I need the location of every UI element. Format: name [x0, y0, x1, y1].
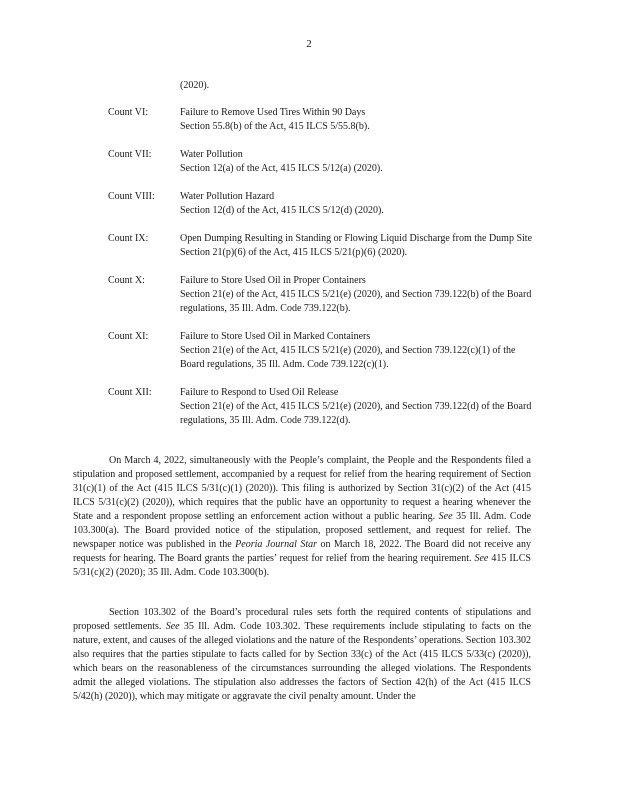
count-label: Count VIII:: [108, 191, 155, 202]
count-title: Failure to Store Used Oil in Proper Containers: [180, 275, 366, 286]
count-item: [108, 386, 538, 428]
count-body: [180, 386, 538, 428]
stipulation-requirements-paragraph: [73, 606, 531, 704]
count-body: [180, 274, 538, 316]
count-body: [180, 106, 538, 134]
paragraph-text: on March 18, 2022. The Board did not receive any requests for hearing. The Board grants the parties’ request for relief from the hearing requirement.: [73, 539, 531, 564]
paragraph-text: On March 4, 2022, simultaneously with the People’s complaint, the People and the Respondents filed a stipulation and proposed settlement, accompanied by a request for relief from the hearing requirement of Section 31(c)(1) of the Act (415 ILCS 5/31(c)(1) (2020)). This filing is authorized by Section 31(c)(2) of the Act (415 ILCS 5/31(c)(2) (2020)), which requires that the public have an opportunity to request a hearing whenever the State and a respondent propose settling an enforcement action without a public hearing.: [73, 455, 531, 522]
count-item: [108, 190, 538, 218]
count-item: [108, 106, 538, 134]
count-citation: Section 55.8(b) of the Act, 415 ILCS 5/55.8(b).: [180, 121, 370, 132]
count-citation: Section 12(d) of the Act, 415 ILCS 5/12(d) (2020).: [180, 205, 384, 216]
count-title: Failure to Respond to Used Oil Release: [180, 387, 339, 398]
count-label: Count XII:: [108, 387, 152, 398]
continuation-text: (2020).: [180, 80, 210, 91]
count-label: Count IX:: [108, 233, 149, 244]
count-body: [180, 232, 538, 260]
paragraph-text: 35 Ill. Adm. Code 103.302. These requirements include stipulating to facts on the nature, extent, and causes of the alleged violations and the nature of the Respondents’ operations. Section 103.302 also requires that the parties stipulate to facts called for by Section 33(c) of the Act (415 ILCS 5/33(c) (2020)), which bears on the reasonableness of the circumstances surrounding the alleged violations. The Respondents admit the alleged violations. The stipulation also addresses the factors of Section 42(h) of the Act (415 ILCS 5/42(h) (2020)), which may mitigate or aggravate the civil penalty amount. Under the: [73, 621, 532, 702]
count-title: Water Pollution Hazard: [180, 191, 275, 202]
count-body: [180, 330, 538, 372]
count-citation: Section 21(e) of the Act, 415 ILCS 5/21(e) (2020), and Section 739.122(d) of the Board regulations, 35 Ill. Adm. Code 739.122(d).: [180, 401, 532, 426]
count-title: Open Dumping Resulting in Standing or Flowing Liquid Discharge from the Dump Site: [180, 233, 533, 244]
count-label: Count XI:: [108, 331, 149, 342]
count-title: Failure to Remove Used Tires Within 90 Days: [180, 107, 366, 118]
count-label: Count X:: [108, 275, 145, 286]
paragraph-text: 415 ILCS 5/31(c)(2) (2020); 35 Ill. Adm. Code 103.300(b).: [73, 553, 531, 578]
count-label: Count VII:: [108, 149, 152, 160]
citation-signal: See: [438, 511, 453, 522]
count-list: [108, 106, 538, 442]
count-title: Failure to Store Used Oil in Marked Containers: [180, 331, 371, 342]
newspaper-name: Peoria Journal Star: [235, 539, 318, 550]
count-label: Count VI:: [108, 107, 149, 118]
count-item: [108, 274, 538, 316]
count-item: [108, 330, 538, 372]
count-body: [180, 148, 538, 176]
count-title: Water Pollution: [180, 149, 243, 160]
count-citation: Section 21(e) of the Act, 415 ILCS 5/21(e) (2020), and Section 739.122(c)(1) of the Board regulations, 35 Ill. Adm. Code 739.122(c)(1).: [180, 345, 516, 370]
count-body: [180, 190, 538, 218]
count-item: [108, 148, 538, 176]
paragraph-text: 35 Ill. Adm. Code 103.300(a). The Board provided notice of the stipulation, proposed settlement, and request for relief. The newspaper notice was published in the: [73, 511, 532, 550]
count-citation: Section 21(p)(6) of the Act, 415 ILCS 5/21(p)(6) (2020).: [180, 247, 408, 258]
paragraph-text: Section 103.302 of the Board’s procedural rules sets forth the required contents of stipulations and proposed settlements.: [73, 607, 531, 632]
citation-signal: See: [165, 621, 180, 632]
count-item: [108, 232, 538, 260]
page-number: 2: [306, 38, 312, 50]
citation-signal: See: [474, 553, 489, 564]
count-citation: Section 12(a) of the Act, 415 ILCS 5/12(a) (2020).: [180, 163, 383, 174]
count-citation: Section 21(e) of the Act, 415 ILCS 5/21(e) (2020), and Section 739.122(b) of the Board regulations, 35 Ill. Adm. Code 739.122(b).: [180, 289, 532, 314]
procedural-history-paragraph: [73, 454, 531, 580]
